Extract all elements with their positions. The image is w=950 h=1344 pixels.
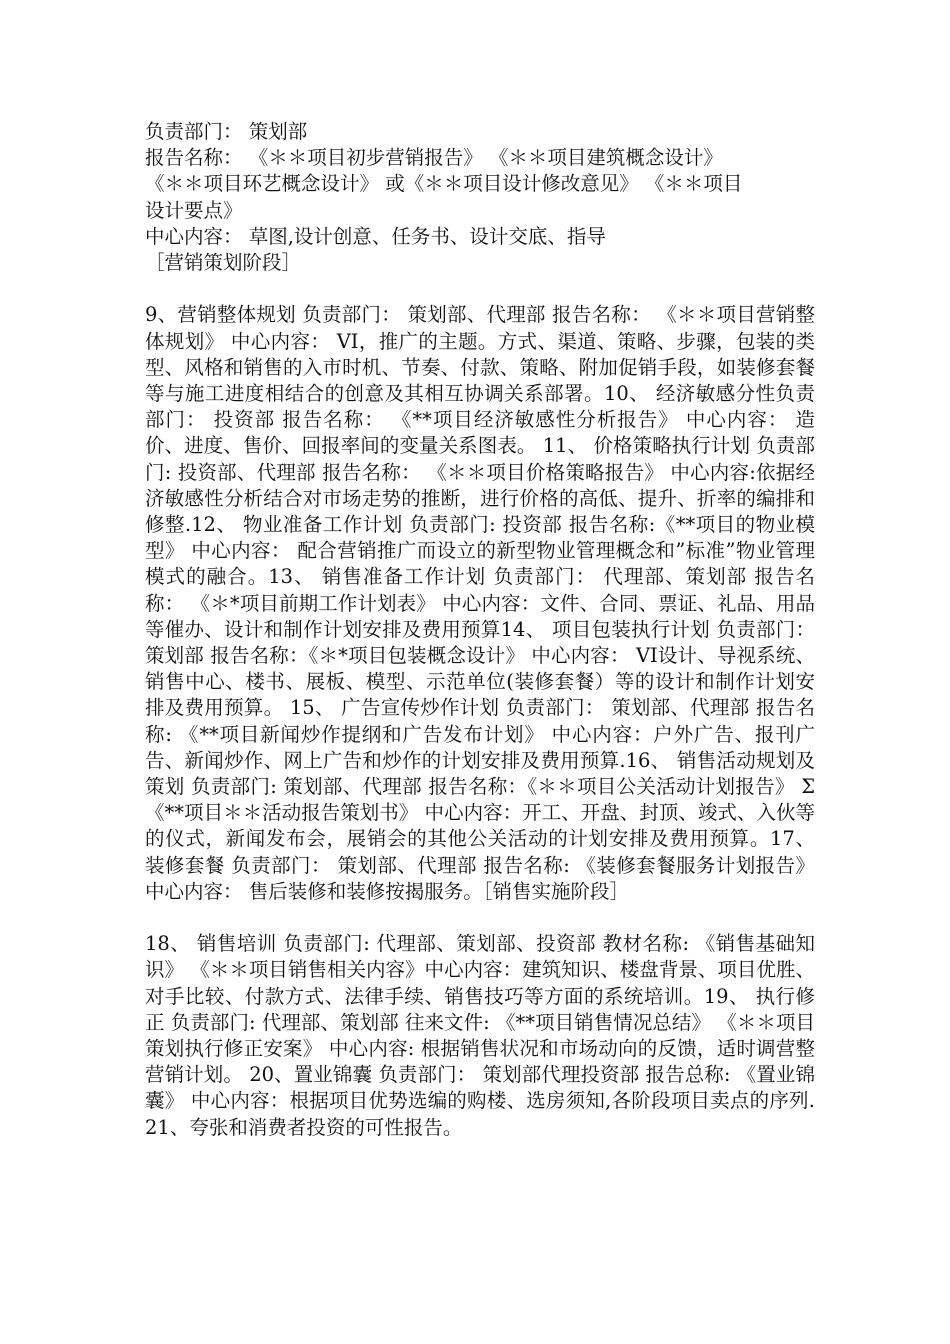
responsible-dept-line: 负责部门： 策划部 <box>145 120 308 143</box>
document-body <box>145 119 815 1141</box>
stage-heading-marketing: ［营销策划阶段］ <box>145 251 302 275</box>
marketing-planning-paragraph: 9、营销整体规划 负责部门： 策划部、代理部 报告名称： 《＊＊项目营销整体规划》 中心内容： VI，推广的主题。方式、渠道、策略、步骤，包装的类型、风格和销售的入市时机、节奏、付款、策略、附加促销手段，如装修套餐等与施工进度相结合的创意及其相互协调关系部署。10、 经济敏感分性负责部门： 投资部 报告名称： 《**项目经济敏感性分析报告》 中心内容： 造价、进度、售价、回报率间的变量关系图表。 11、 价格策略执行计划 负责部门: 投资部、代理部 报告名称： 《＊＊项目价格策略报告》 中心内容:依据经济敏感性分析结合对市场走势的推断，进行价格的高低、提升、折率的编排和修整.12、 物业准备工作计划 负责部门: 投资部 报告名称:《**项目的物业模型》 中心内容： 配合营销推广而设立的新型物业管理概念和”标准”物业管理模式的融合。13、 销售准备工作计划 负责部门： 代理部、策划部 报告名称： 《＊*项目前期工作计划表》 中心内容：文件、合同、票证、礼品、用品等催办、设计和制作计划安排及费用预算14、 项目包装执行计划 负责部门： 策划部 报告名称：《＊*项目包装概念设计》 中心内容： VI设计、导视系统、销售中心、楼书、展板、模型、示范单位(装修套餐）等的设计和制作计划安排及费用预算。 15、 广告宣传炒作计划 负责部门： 策划部、代理部 报告名称: 《**项目新闻炒作提纲和广告发布计划》 中心内容：户外广告、报刊广告、新闻炒作、网上广告和炒作的计划安排及费用预算.16、 销售活动规划及策划 负责部门: 策划部、代理部 报告名称：《＊＊项目公关活动计划报告》 Σ《**项目＊＊活动报告策划书》 中心内容：开工、开盘、封顶、竣式、入伙等的仪式，新闻发布会，展销会的其他公关活动的计划安排及费用预算。17、 装修套餐 负责部门： 策划部、代理部 报告名称: 《装修套餐服务计划报告》 中心内容： 售后装修和装修按揭服务。［销售实施阶段］ <box>145 303 815 903</box>
sales-implementation-paragraph: 18、 销售培训 负责部门: 代理部、策划部、投资部 教材名称: 《销售基础知识》 《＊＊项目销售相关内容》中心内容：建筑知识、楼盘背景、项目优胜、对手比较、付款方式、法律手续、销售技巧等方面的系统培训。19、 执行修正 负责部门: 代理部、策划部 往来文件: 《**项目销售情况总结》 《＊＊项目策划执行修正安案》 中心内容: 根据销售状况和市场动向的反馈，适时调营整营销计划。 20、置业锦囊 负责部门： 策划部代理投资部 报告总称: 《置业锦囊》 中心内容：根据项目优势选编的购楼、选房须知,各阶段项目卖点的序列.21、夸张和消费者投资的可性报告。 <box>145 932 815 1139</box>
report-name-continued-line: 《＊＊项目环艺概念设计》 或《＊＊项目设计修改意见》 《＊＊项目 <box>145 172 743 196</box>
paragraph-spacer <box>145 905 815 931</box>
report-name-end-line: 设计要点》 <box>145 198 243 222</box>
report-name-line: 报告名称： 《＊＊项目初步营销报告》 《＊＊项目建筑概念设计》 <box>145 146 723 170</box>
core-content-line: 中心内容： 草图,设计创意、任务书、设计交底、指导 <box>145 224 606 248</box>
paragraph-spacer <box>145 276 815 302</box>
